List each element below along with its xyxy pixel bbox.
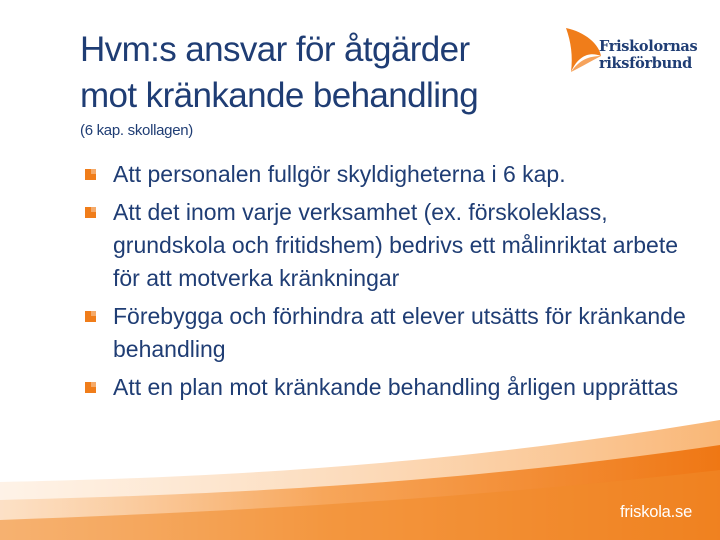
logo-line-1: Friskolornas [599, 38, 698, 55]
title-line-1: Hvm:s ansvar för åtgärder [80, 30, 470, 69]
bullet-item [84, 196, 694, 295]
sail-icon [563, 26, 603, 74]
slide-title [80, 27, 550, 119]
square-bullet-icon [85, 311, 96, 322]
slide-subtitle: (6 kap. skollagen) [80, 122, 193, 139]
logo-line-2: riksförbund [599, 55, 692, 72]
bullet-text: Att en plan mot kränkande behandling årligen upprättas [113, 374, 679, 400]
friskolornas-logo [563, 26, 713, 78]
bullet-text: Förebygga och förhindra att elever utsätts för kränkande behandling [113, 303, 686, 362]
square-bullet-icon [85, 382, 96, 393]
footer-url: friskola.se [620, 503, 693, 521]
bullet-item [84, 158, 694, 191]
logo-wordmark [599, 38, 697, 72]
square-bullet-icon [85, 169, 96, 180]
bullet-list [84, 158, 694, 409]
square-bullet-icon [85, 207, 96, 218]
bullet-text: Att det inom varje verksamhet (ex. förskoleklass, grundskola och fritidshem) bedrivs ett målinriktat arbete för att motverka kränkningar [113, 199, 679, 291]
bullet-item [84, 300, 694, 366]
bullet-item [84, 371, 694, 404]
bullet-text: Att personalen fullgör skyldigheterna i 6 kap. [113, 161, 566, 187]
title-line-2: mot kränkande behandling [80, 76, 479, 115]
